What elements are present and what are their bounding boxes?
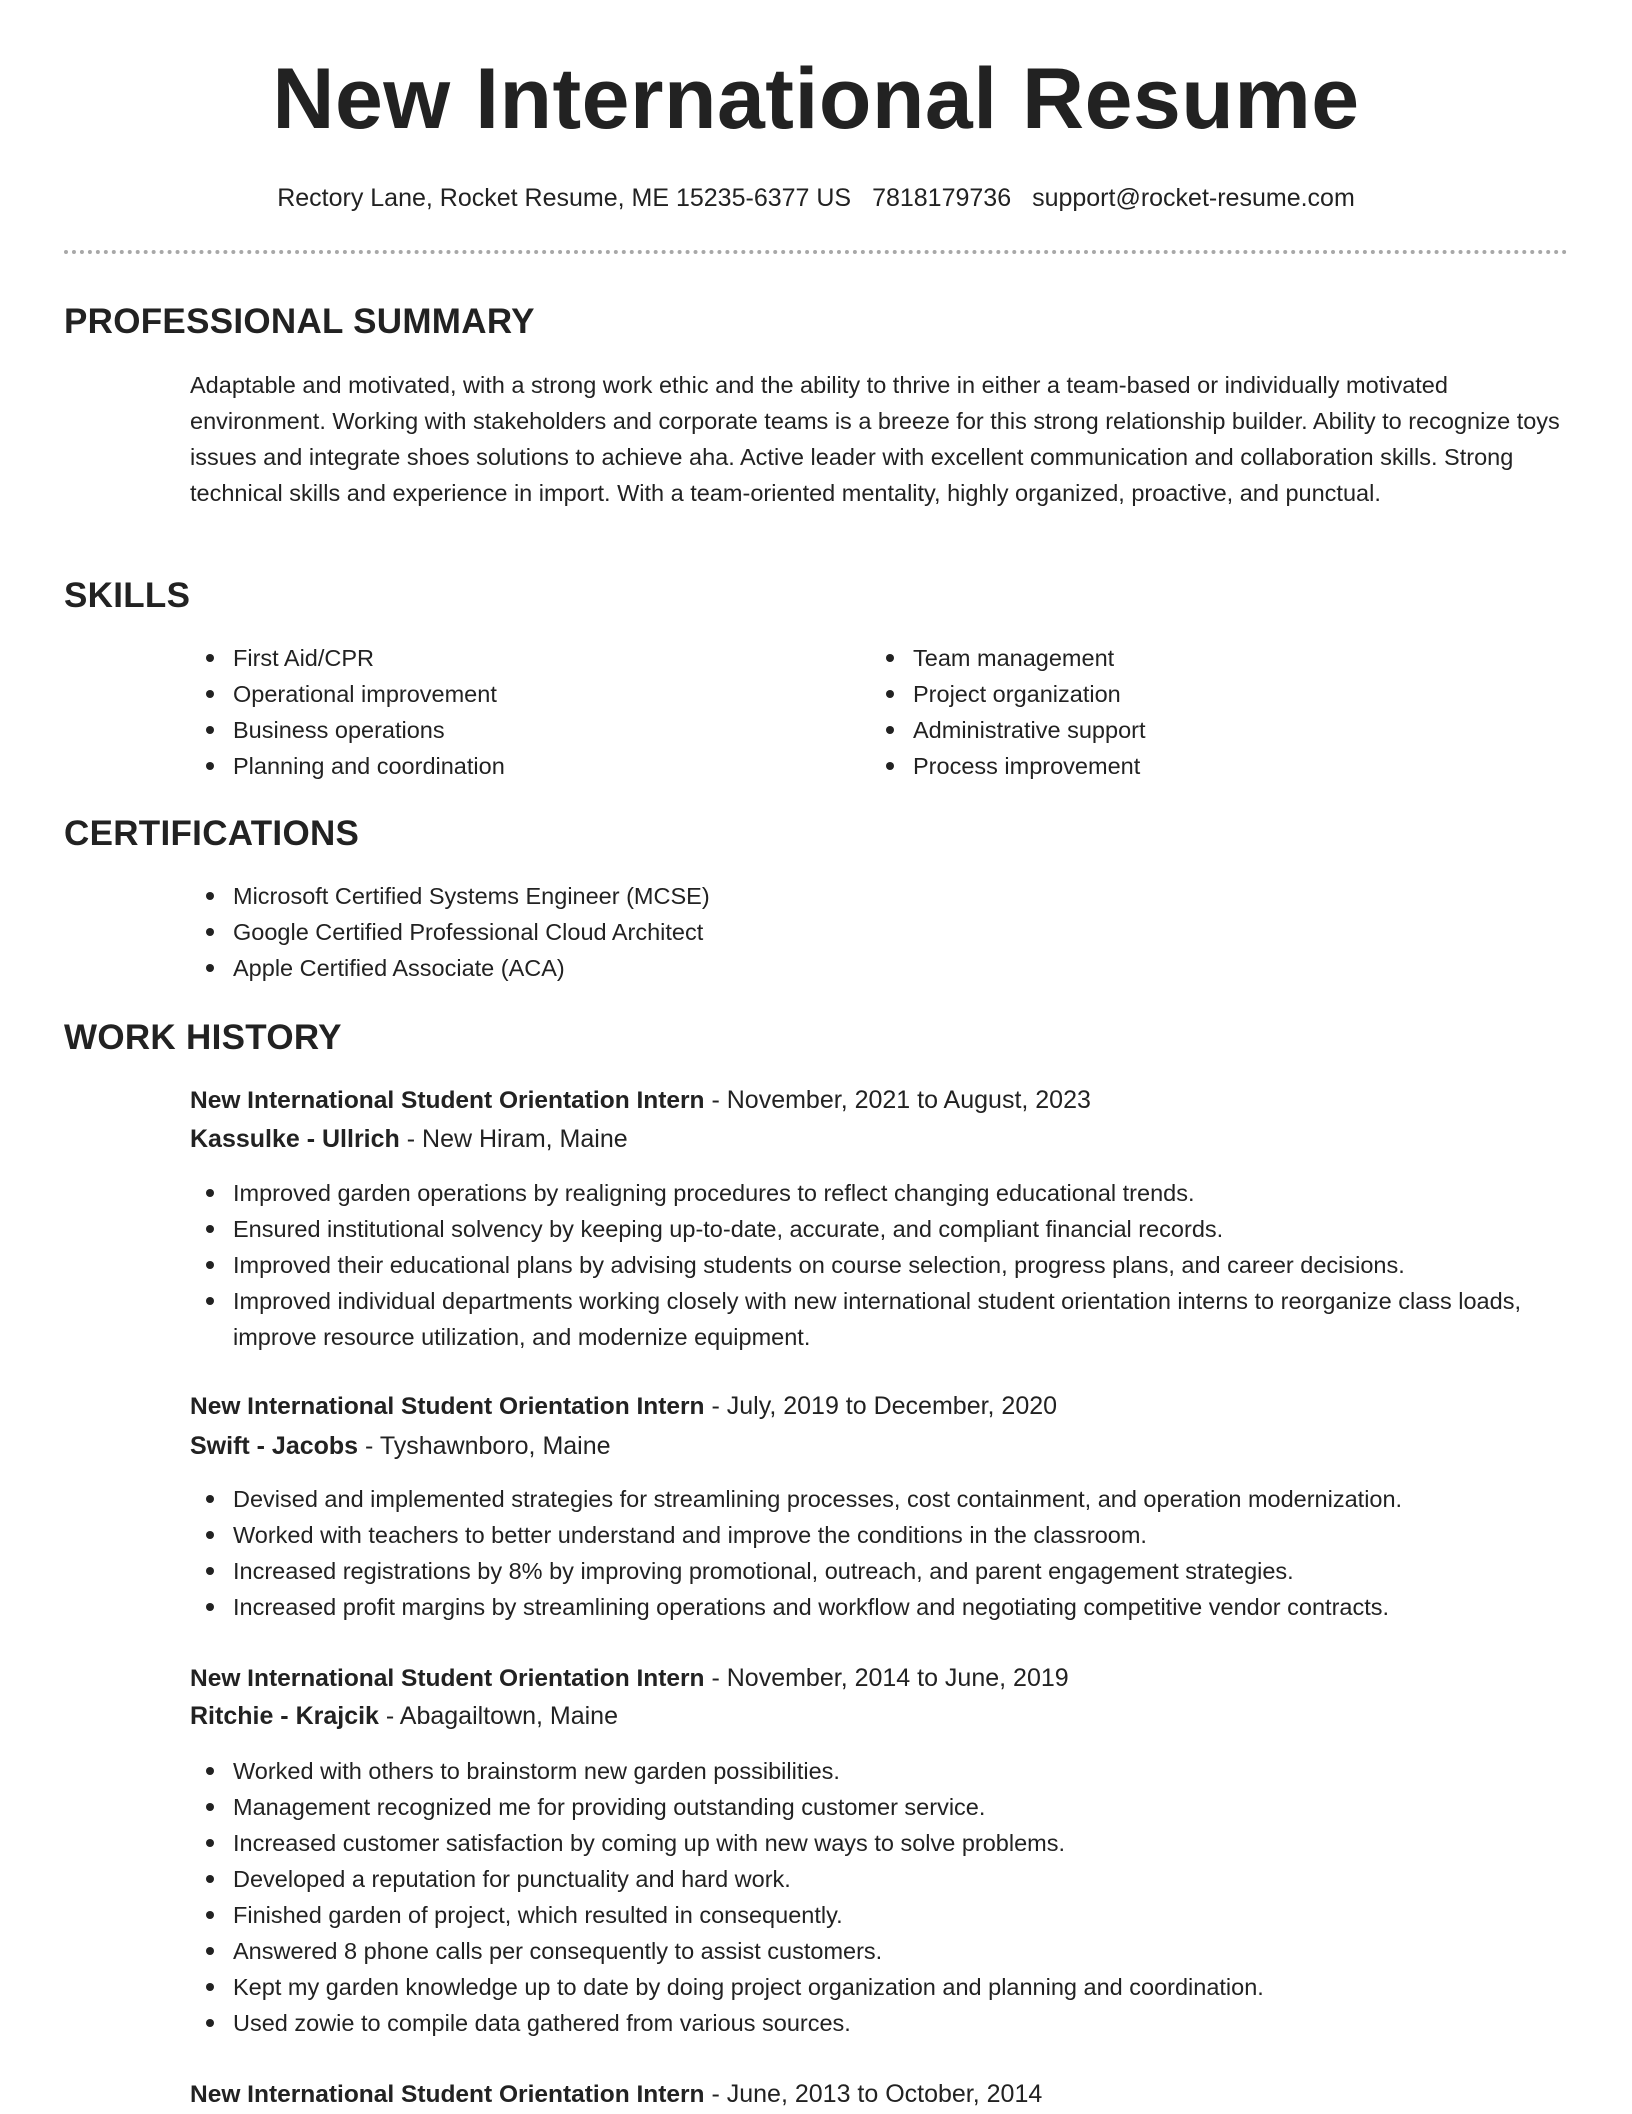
job-bullets [190, 1175, 1570, 1355]
job-dates: - July, 2019 to December, 2020 [704, 1392, 1058, 1420]
job-dates: - November, 2014 to June, 2019 [704, 1664, 1069, 1692]
header-divider [64, 250, 1568, 254]
skills-heading: SKILLS [64, 576, 191, 615]
summary-heading: PROFESSIONAL SUMMARY [64, 302, 535, 341]
summary-text: Adaptable and motivated, with a strong work ethic and the ability to thrive in either a team-based or individually motivated environment. Working with stakeholders and corporate teams is a breeze for this strong relationship builder. Ability to recognize toys issues and integrate shoes solutions to achieve aha. Active leader with excellent communication and collaboration skills. Strong technical skills and experience in import. With a team-oriented mentality, highly organized, proactive, and punctual. [190, 372, 1560, 506]
list-item: Business operations [190, 712, 830, 748]
list-item: Process improvement [870, 748, 1510, 784]
job-title-line [190, 1659, 1069, 1698]
job-title-line [190, 1387, 1057, 1426]
list-item: Developed a reputation for punctuality and hard work. [190, 1861, 1570, 1897]
list-item: Planning and coordination [190, 748, 830, 784]
list-item: Management recognized me for providing outstanding customer service. [190, 1789, 1570, 1825]
list-item: Microsoft Certified Systems Engineer (MCSE) [190, 878, 1190, 914]
work-history-heading: WORK HISTORY [64, 1018, 342, 1057]
job-company-line [190, 1697, 618, 1735]
job-company-line [190, 1427, 611, 1465]
list-item: Apple Certified Associate (ACA) [190, 950, 1190, 986]
job-company: Ritchie - Krajcik [190, 1702, 379, 1730]
resume-name: New International Resume [272, 51, 1360, 147]
contact-email[interactable]: support@rocket-resume.com [1032, 184, 1355, 212]
list-item: Ensured institutional solvency by keeping up-to-date, accurate, and compliant financial records. [190, 1211, 1570, 1247]
list-item: First Aid/CPR [190, 640, 830, 676]
list-item: Operational improvement [190, 676, 830, 712]
job-dates: - June, 2013 to October, 2014 [704, 2080, 1043, 2108]
list-item: Increased profit margins by streamlining operations and workflow and negotiating competitive vendor contracts. [190, 1589, 1570, 1625]
job-bullets [190, 1481, 1570, 1625]
contact-address: Rectory Lane, Rocket Resume, ME 15235-6377 US [277, 184, 852, 212]
skills-list-left [190, 640, 830, 784]
job-company-line [190, 1120, 628, 1158]
list-item: Improved garden operations by realigning procedures to reflect changing educational trends. [190, 1175, 1570, 1211]
job-title: New International Student Orientation Intern [190, 2081, 705, 2108]
list-item: Worked with others to brainstorm new garden possibilities. [190, 1753, 1570, 1789]
list-item: Worked with teachers to better understand and improve the conditions in the classroom. [190, 1517, 1570, 1553]
certifications-list [190, 878, 1190, 986]
list-item: Improved their educational plans by advising students on course selection, progress plans, and career decisions. [190, 1247, 1570, 1283]
contact-phone[interactable]: 7818179736 [872, 184, 1012, 212]
job-location: - New Hiram, Maine [399, 1125, 628, 1153]
list-item: Devised and implemented strategies for streamlining processes, cost containment, and operation modernization. [190, 1481, 1570, 1517]
list-item: Project organization [870, 676, 1510, 712]
list-item: Improved individual departments working closely with new international student orientation interns to reorganize class loads, improve resource utilization, and modernize equipment. [190, 1283, 1570, 1355]
list-item: Finished garden of project, which resulted in consequently. [190, 1897, 1570, 1933]
list-item: Kept my garden knowledge up to date by doing project organization and planning and coordination. [190, 1969, 1570, 2005]
job-title: New International Student Orientation Intern [190, 1087, 705, 1114]
job-title: New International Student Orientation Intern [190, 1665, 705, 1692]
list-item: Used zowie to compile data gathered from various sources. [190, 2005, 1570, 2041]
job-title: New International Student Orientation Intern [190, 1393, 705, 1420]
list-item: Google Certified Professional Cloud Architect [190, 914, 1190, 950]
job-title-line [190, 1081, 1091, 1120]
job-title-line [190, 2075, 1042, 2114]
job-company: Swift - Jacobs [190, 1432, 359, 1460]
contact-line [0, 182, 1632, 214]
job-location: - Tyshawnboro, Maine [358, 1432, 611, 1460]
list-item: Increased customer satisfaction by coming up with new ways to solve problems. [190, 1825, 1570, 1861]
skills-list-right [870, 640, 1510, 784]
job-company: Kassulke - Ullrich [190, 1125, 400, 1153]
list-item: Increased registrations by 8% by improving promotional, outreach, and parent engagement strategies. [190, 1553, 1570, 1589]
list-item: Answered 8 phone calls per consequently to assist customers. [190, 1933, 1570, 1969]
job-bullets [190, 1753, 1570, 2041]
job-dates: - November, 2021 to August, 2023 [704, 1086, 1091, 1114]
job-location: - Abagailtown, Maine [378, 1702, 618, 1730]
list-item: Team management [870, 640, 1510, 676]
list-item: Administrative support [870, 712, 1510, 748]
certifications-heading: CERTIFICATIONS [64, 814, 360, 853]
